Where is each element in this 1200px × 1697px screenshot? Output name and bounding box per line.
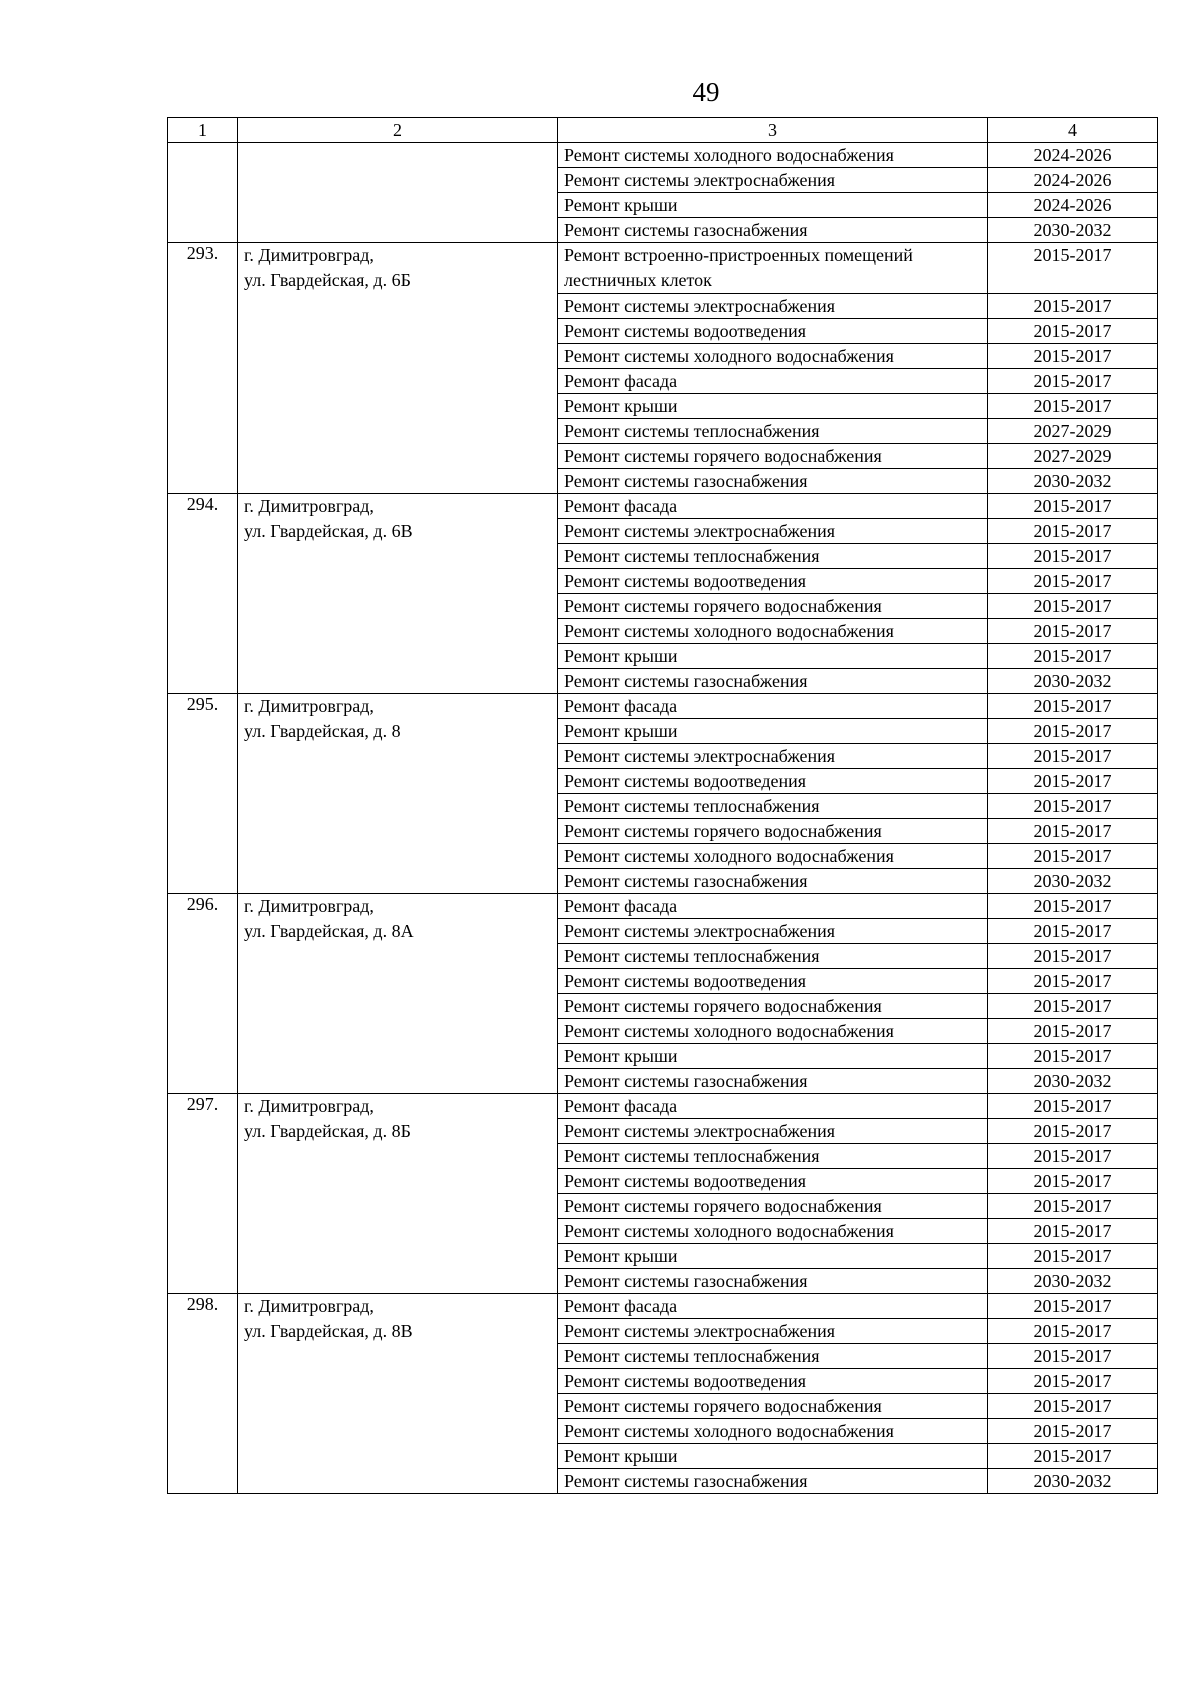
work-type: Ремонт крыши: [558, 1444, 988, 1469]
table-row: [168, 143, 1158, 168]
work-type: Ремонт системы горячего водоснабжения: [558, 819, 988, 844]
work-period: 2015-2017: [988, 294, 1158, 319]
work-type: Ремонт системы теплоснабжения: [558, 1144, 988, 1169]
address-city: г. Димитровград,: [244, 1296, 374, 1316]
object-address: [238, 494, 558, 694]
work-period: 2015-2017: [988, 694, 1158, 719]
work-period: 2015-2017: [988, 594, 1158, 619]
work-type: Ремонт системы газоснабжения: [558, 1469, 988, 1494]
work-period: 2015-2017: [988, 819, 1158, 844]
work-period: 2015-2017: [988, 894, 1158, 919]
work-period: 2015-2017: [988, 369, 1158, 394]
work-type: Ремонт системы водоотведения: [558, 1169, 988, 1194]
work-type: Ремонт системы холодного водоснабжения: [558, 344, 988, 369]
address-city: г. Димитровград,: [244, 696, 374, 716]
object-number: 293.: [168, 243, 238, 494]
work-period: 2015-2017: [988, 1119, 1158, 1144]
work-type: Ремонт системы водоотведения: [558, 569, 988, 594]
address-street: ул. Гвардейская, д. 6Б: [244, 270, 411, 290]
address-street: ул. Гвардейская, д. 8А: [244, 921, 414, 941]
work-period: 2015-2017: [988, 243, 1158, 294]
work-period: 2015-2017: [988, 719, 1158, 744]
work-period: 2015-2017: [988, 769, 1158, 794]
work-period: 2015-2017: [988, 344, 1158, 369]
work-period: 2027-2029: [988, 444, 1158, 469]
address-city: г. Димитровград,: [244, 496, 374, 516]
work-period: 2015-2017: [988, 619, 1158, 644]
work-period: 2015-2017: [988, 944, 1158, 969]
work-period: 2030-2032: [988, 1469, 1158, 1494]
header-col-3: 3: [558, 118, 988, 143]
work-type: Ремонт системы газоснабжения: [558, 469, 988, 494]
work-period: 2015-2017: [988, 744, 1158, 769]
work-type: Ремонт системы горячего водоснабжения: [558, 994, 988, 1019]
work-type: Ремонт системы теплоснабжения: [558, 794, 988, 819]
work-period: 2027-2029: [988, 419, 1158, 444]
work-period: 2024-2026: [988, 168, 1158, 193]
work-period: 2015-2017: [988, 644, 1158, 669]
work-period: 2015-2017: [988, 1344, 1158, 1369]
header-row: [168, 118, 1158, 143]
work-period: 2015-2017: [988, 394, 1158, 419]
work-type: Ремонт системы электроснабжения: [558, 1119, 988, 1144]
work-period: 2015-2017: [988, 1044, 1158, 1069]
work-type: Ремонт системы водоотведения: [558, 969, 988, 994]
work-type: Ремонт системы газоснабжения: [558, 1069, 988, 1094]
work-period: 2030-2032: [988, 669, 1158, 694]
work-period: 2015-2017: [988, 1394, 1158, 1419]
object-number: 298.: [168, 1294, 238, 1494]
address-street: ул. Гвардейская, д. 8Б: [244, 1121, 411, 1141]
work-period: 2015-2017: [988, 1019, 1158, 1044]
work-type: Ремонт системы горячего водоснабжения: [558, 594, 988, 619]
work-type: Ремонт системы газоснабжения: [558, 218, 988, 243]
work-period: 2015-2017: [988, 1169, 1158, 1194]
table-row: [168, 1094, 1158, 1119]
work-period: 2015-2017: [988, 969, 1158, 994]
table-row: [168, 1294, 1158, 1319]
work-period: 2015-2017: [988, 1144, 1158, 1169]
work-type: Ремонт системы холодного водоснабжения: [558, 143, 988, 168]
work-period: 2015-2017: [988, 519, 1158, 544]
work-period: 2015-2017: [988, 1444, 1158, 1469]
work-period: 2015-2017: [988, 569, 1158, 594]
work-type: Ремонт системы электроснабжения: [558, 919, 988, 944]
work-type: Ремонт системы электроснабжения: [558, 744, 988, 769]
work-period: 2015-2017: [988, 1194, 1158, 1219]
work-period: 2030-2032: [988, 218, 1158, 243]
object-number: 294.: [168, 494, 238, 694]
work-type: Ремонт фасада: [558, 1094, 988, 1119]
work-type: Ремонт крыши: [558, 193, 988, 218]
work-period: 2030-2032: [988, 869, 1158, 894]
work-type: Ремонт системы газоснабжения: [558, 1269, 988, 1294]
work-type: Ремонт системы электроснабжения: [558, 519, 988, 544]
work-type: Ремонт системы теплоснабжения: [558, 419, 988, 444]
work-type: Ремонт фасада: [558, 894, 988, 919]
work-period: 2030-2032: [988, 469, 1158, 494]
address-city: г. Димитровград,: [244, 896, 374, 916]
work-type: Ремонт системы холодного водоснабжения: [558, 1019, 988, 1044]
work-period: 2015-2017: [988, 994, 1158, 1019]
work-period: 2030-2032: [988, 1069, 1158, 1094]
work-period: 2024-2026: [988, 143, 1158, 168]
object-address: [238, 1094, 558, 1294]
object-address: [238, 1294, 558, 1494]
work-type: Ремонт крыши: [558, 394, 988, 419]
work-type: Ремонт системы холодного водоснабжения: [558, 619, 988, 644]
object-number: [168, 143, 238, 243]
work-type: Ремонт системы холодного водоснабжения: [558, 1419, 988, 1444]
work-type: Ремонт системы газоснабжения: [558, 869, 988, 894]
header-col-2: 2: [238, 118, 558, 143]
work-type: Ремонт фасада: [558, 1294, 988, 1319]
work-type: Ремонт системы горячего водоснабжения: [558, 1194, 988, 1219]
work-period: 2015-2017: [988, 1419, 1158, 1444]
address-street: ул. Гвардейская, д. 8: [244, 721, 401, 741]
work-period: 2015-2017: [988, 1369, 1158, 1394]
table-row: [168, 494, 1158, 519]
work-period: 2015-2017: [988, 544, 1158, 569]
object-address: [238, 243, 558, 494]
address-city: г. Димитровград,: [244, 1096, 374, 1116]
header-col-1: 1: [168, 118, 238, 143]
work-period: 2015-2017: [988, 494, 1158, 519]
work-type: Ремонт системы холодного водоснабжения: [558, 844, 988, 869]
work-type: Ремонт крыши: [558, 644, 988, 669]
table-row: [168, 894, 1158, 919]
object-number: 297.: [168, 1094, 238, 1294]
work-period: 2015-2017: [988, 1094, 1158, 1119]
work-type: Ремонт крыши: [558, 1044, 988, 1069]
address-street: ул. Гвардейская, д. 6В: [244, 521, 413, 541]
object-address: [238, 894, 558, 1094]
repair-schedule-table: [167, 117, 1158, 1494]
work-period: 2015-2017: [988, 1294, 1158, 1319]
object-address: [238, 694, 558, 894]
work-type: Ремонт системы теплоснабжения: [558, 544, 988, 569]
work-type: Ремонт системы горячего водоснабжения: [558, 1394, 988, 1419]
work-type: Ремонт системы электроснабжения: [558, 1319, 988, 1344]
object-number: 296.: [168, 894, 238, 1094]
address-city: г. Димитровград,: [244, 245, 374, 265]
work-period: 2015-2017: [988, 844, 1158, 869]
work-type: Ремонт системы водоотведения: [558, 769, 988, 794]
work-period: 2015-2017: [988, 1219, 1158, 1244]
work-type: Ремонт системы горячего водоснабжения: [558, 444, 988, 469]
work-type: Ремонт системы холодного водоснабжения: [558, 1219, 988, 1244]
work-type: Ремонт крыши: [558, 719, 988, 744]
work-type: Ремонт крыши: [558, 1244, 988, 1269]
address-street: ул. Гвардейская, д. 8В: [244, 1321, 413, 1341]
work-type: Ремонт встроенно-пристроенных помещений лестничных клеток: [558, 243, 988, 294]
work-type: Ремонт системы газоснабжения: [558, 669, 988, 694]
work-type: Ремонт системы теплоснабжения: [558, 1344, 988, 1369]
work-period: 2015-2017: [988, 794, 1158, 819]
work-period: 2015-2017: [988, 1319, 1158, 1344]
object-address: [238, 143, 558, 243]
work-type: Ремонт системы электроснабжения: [558, 294, 988, 319]
table-row: [168, 694, 1158, 719]
work-period: 2015-2017: [988, 1244, 1158, 1269]
work-type: Ремонт системы водоотведения: [558, 1369, 988, 1394]
work-period: 2015-2017: [988, 319, 1158, 344]
object-number: 295.: [168, 694, 238, 894]
page-number: 49: [692, 77, 720, 107]
work-type: Ремонт системы водоотведения: [558, 319, 988, 344]
work-type: Ремонт фасада: [558, 494, 988, 519]
work-period: 2015-2017: [988, 919, 1158, 944]
work-type: Ремонт системы электроснабжения: [558, 168, 988, 193]
work-type: Ремонт фасада: [558, 694, 988, 719]
work-type: Ремонт фасада: [558, 369, 988, 394]
table-row: [168, 243, 1158, 294]
header-col-4: 4: [988, 118, 1158, 143]
work-type: Ремонт системы теплоснабжения: [558, 944, 988, 969]
table-body: [168, 143, 1158, 1494]
work-period: 2030-2032: [988, 1269, 1158, 1294]
work-period: 2024-2026: [988, 193, 1158, 218]
